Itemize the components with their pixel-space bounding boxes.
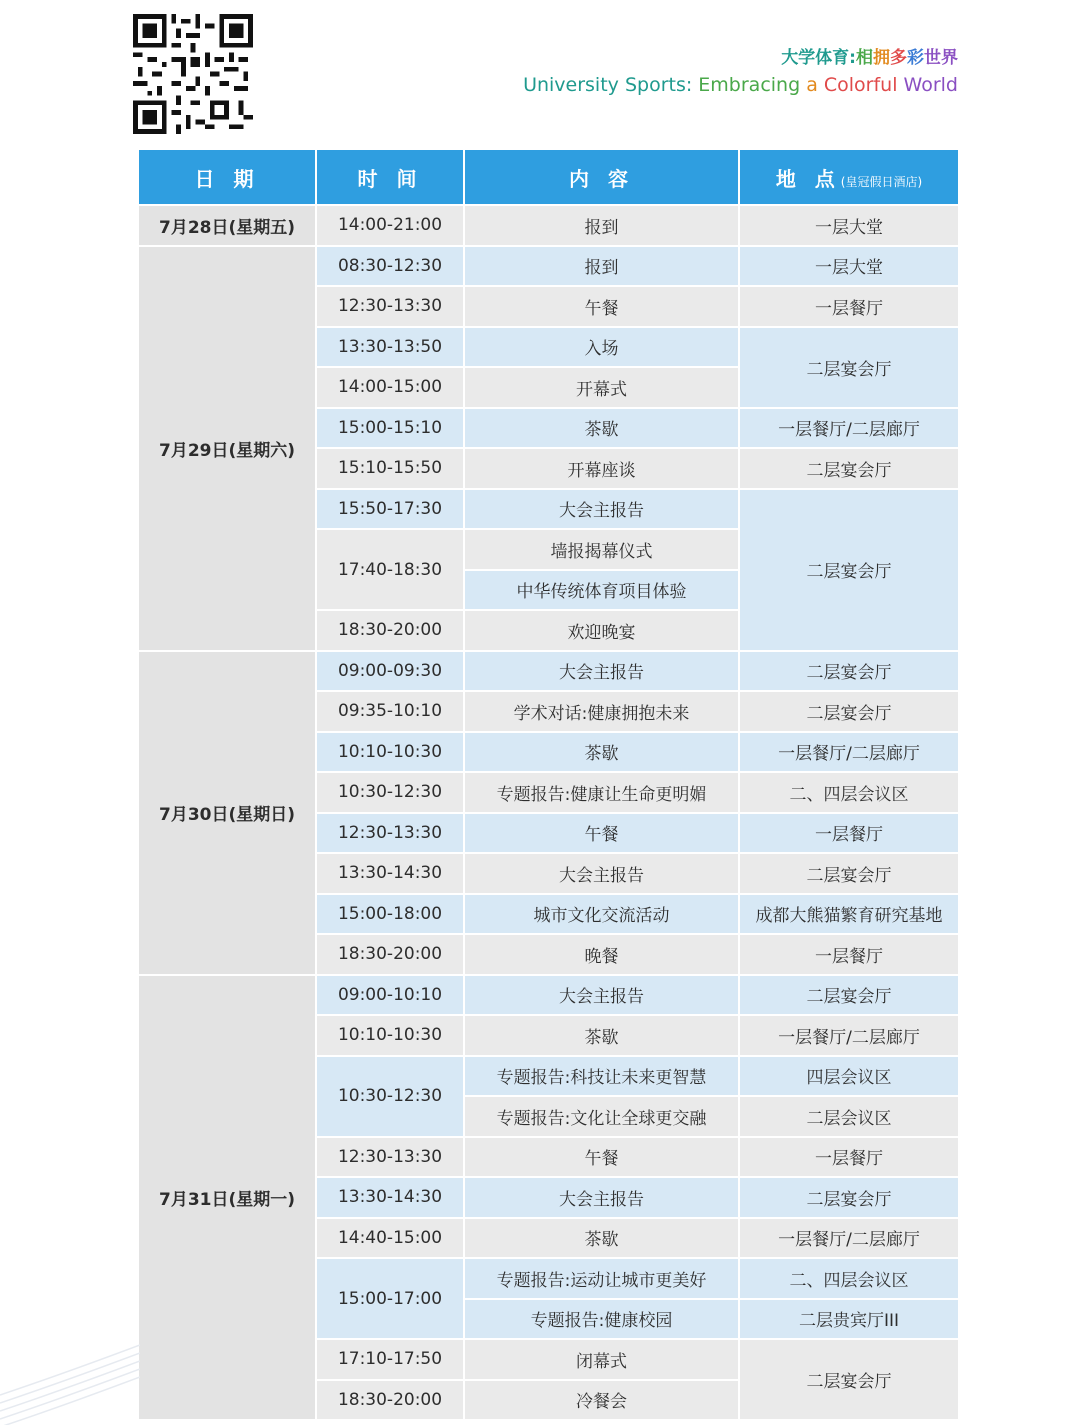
slogan-part: Embracing (698, 74, 807, 96)
content-cell: 报到 (464, 246, 739, 287)
content-cell: 欢迎晚宴 (464, 610, 739, 651)
time-cell: 09:00-10:10 (316, 975, 464, 1016)
time-cell: 13:30-14:30 (316, 1177, 464, 1218)
time-cell: 18:30-20:00 (316, 610, 464, 651)
venue-cell: 一层大堂 (739, 205, 959, 246)
slogan-part: Colorful (823, 74, 904, 96)
slogan-part: World (903, 74, 958, 96)
slogan-part: 相 (856, 48, 873, 68)
venue-cell: 二、四层会议区 (739, 1258, 959, 1299)
time-cell: 10:30-12:30 (316, 772, 464, 813)
venue-cell: 二层宴会厅 (739, 1177, 959, 1218)
table-row (138, 975, 959, 1016)
header-venue-label: 地 点 (775, 166, 841, 191)
venue-cell: 一层餐厅 (739, 934, 959, 975)
content-cell: 专题报告:科技让未来更智慧 (464, 1056, 739, 1097)
content-cell: 大会主报告 (464, 975, 739, 1016)
header-venue (739, 149, 959, 205)
time-cell: 09:00-09:30 (316, 651, 464, 692)
content-cell: 城市文化交流活动 (464, 894, 739, 935)
content-cell: 专题报告:运动让城市更美好 (464, 1258, 739, 1299)
content-cell: 午餐 (464, 1137, 739, 1178)
slogan-english (523, 72, 958, 98)
content-cell: 墙报揭幕仪式 (464, 529, 739, 570)
content-cell: 学术对话:健康拥抱未来 (464, 691, 739, 732)
time-cell: 14:00-21:00 (316, 205, 464, 246)
content-cell: 大会主报告 (464, 651, 739, 692)
table-row (138, 246, 959, 287)
content-cell: 专题报告:健康让生命更明媚 (464, 772, 739, 813)
content-cell: 午餐 (464, 286, 739, 327)
time-cell: 12:30-13:30 (316, 813, 464, 854)
time-cell: 15:00-17:00 (316, 1258, 464, 1339)
venue-cell: 二层宴会厅 (739, 489, 959, 651)
venue-cell: 一层餐厅 (739, 1137, 959, 1178)
header-row (138, 149, 959, 205)
header-content: 内 容 (464, 149, 739, 205)
slogan-part: University Sports: (523, 74, 699, 96)
time-cell: 09:35-10:10 (316, 691, 464, 732)
content-cell: 中华传统体育项目体验 (464, 570, 739, 611)
time-cell: 08:30-12:30 (316, 246, 464, 287)
venue-cell: 二层宴会厅 (739, 691, 959, 732)
time-cell: 12:30-13:30 (316, 286, 464, 327)
content-cell: 茶歇 (464, 732, 739, 773)
time-cell: 15:50-17:30 (316, 489, 464, 530)
slogan-part: 彩 (907, 48, 924, 68)
venue-cell: 成都大熊猫繁育研究基地 (739, 894, 959, 935)
venue-cell: 二层贵宾厅III (739, 1299, 959, 1340)
slogan-part: 世界 (924, 48, 958, 68)
content-cell: 开幕座谈 (464, 448, 739, 489)
venue-cell: 一层大堂 (739, 246, 959, 287)
content-cell: 晚餐 (464, 934, 739, 975)
venue-cell: 二层宴会厅 (739, 327, 959, 408)
time-cell: 15:10-15:50 (316, 448, 464, 489)
schedule-body (138, 205, 959, 1420)
content-cell: 大会主报告 (464, 1177, 739, 1218)
slogan-part: 多 (890, 48, 907, 68)
date-cell: 7月31日(星期一) (138, 975, 316, 1421)
slogan-part: 拥 (873, 48, 890, 68)
venue-cell: 一层餐厅/二层廊厅 (739, 1218, 959, 1259)
venue-cell: 四层会议区 (739, 1056, 959, 1097)
time-cell: 10:10-10:30 (316, 1015, 464, 1056)
schedule-table (137, 148, 960, 1421)
slogan-part: 大学体育: (781, 48, 856, 68)
content-cell: 大会主报告 (464, 489, 739, 530)
content-cell: 专题报告:健康校园 (464, 1299, 739, 1340)
venue-cell: 二层宴会厅 (739, 651, 959, 692)
venue-cell: 二层会议区 (739, 1096, 959, 1137)
venue-cell: 一层餐厅 (739, 286, 959, 327)
content-cell: 闭幕式 (464, 1339, 739, 1380)
time-cell: 17:10-17:50 (316, 1339, 464, 1380)
slogan-part: a (806, 74, 824, 96)
content-cell: 开幕式 (464, 367, 739, 408)
content-cell: 茶歇 (464, 408, 739, 449)
venue-cell: 一层餐厅/二层廊厅 (739, 408, 959, 449)
content-cell: 专题报告:文化让全球更交融 (464, 1096, 739, 1137)
content-cell: 入场 (464, 327, 739, 368)
date-cell: 7月29日(星期六) (138, 246, 316, 651)
content-cell: 大会主报告 (464, 853, 739, 894)
time-cell: 15:00-18:00 (316, 894, 464, 935)
venue-cell: 二层宴会厅 (739, 853, 959, 894)
content-cell: 报到 (464, 205, 739, 246)
venue-cell: 一层餐厅 (739, 813, 959, 854)
content-cell: 茶歇 (464, 1015, 739, 1056)
venue-cell: 二层宴会厅 (739, 975, 959, 1016)
corner-stripes-decoration (0, 1335, 140, 1425)
venue-cell: 二、四层会议区 (739, 772, 959, 813)
date-cell: 7月28日(星期五) (138, 205, 316, 246)
slogan-chinese (523, 46, 958, 70)
date-cell: 7月30日(星期日) (138, 651, 316, 975)
time-cell: 12:30-13:30 (316, 1137, 464, 1178)
venue-cell: 一层餐厅/二层廊厅 (739, 1015, 959, 1056)
slogan (523, 46, 958, 98)
header-date: 日 期 (138, 149, 316, 205)
header-time: 时 间 (316, 149, 464, 205)
table-row (138, 205, 959, 246)
venue-cell: 二层宴会厅 (739, 1339, 959, 1420)
time-cell: 13:30-13:50 (316, 327, 464, 368)
content-cell: 午餐 (464, 813, 739, 854)
time-cell: 14:40-15:00 (316, 1218, 464, 1259)
venue-cell: 一层餐厅/二层廊厅 (739, 732, 959, 773)
qr-code (133, 14, 253, 134)
header-venue-note: (皇冠假日酒店) (840, 174, 923, 189)
table-row (138, 651, 959, 692)
venue-cell: 二层宴会厅 (739, 448, 959, 489)
time-cell: 17:40-18:30 (316, 529, 464, 610)
time-cell: 13:30-14:30 (316, 853, 464, 894)
content-cell: 茶歇 (464, 1218, 739, 1259)
time-cell: 18:30-20:00 (316, 1380, 464, 1421)
time-cell: 10:30-12:30 (316, 1056, 464, 1137)
content-cell: 冷餐会 (464, 1380, 739, 1421)
time-cell: 10:10-10:30 (316, 732, 464, 773)
time-cell: 14:00-15:00 (316, 367, 464, 408)
time-cell: 15:00-15:10 (316, 408, 464, 449)
time-cell: 18:30-20:00 (316, 934, 464, 975)
